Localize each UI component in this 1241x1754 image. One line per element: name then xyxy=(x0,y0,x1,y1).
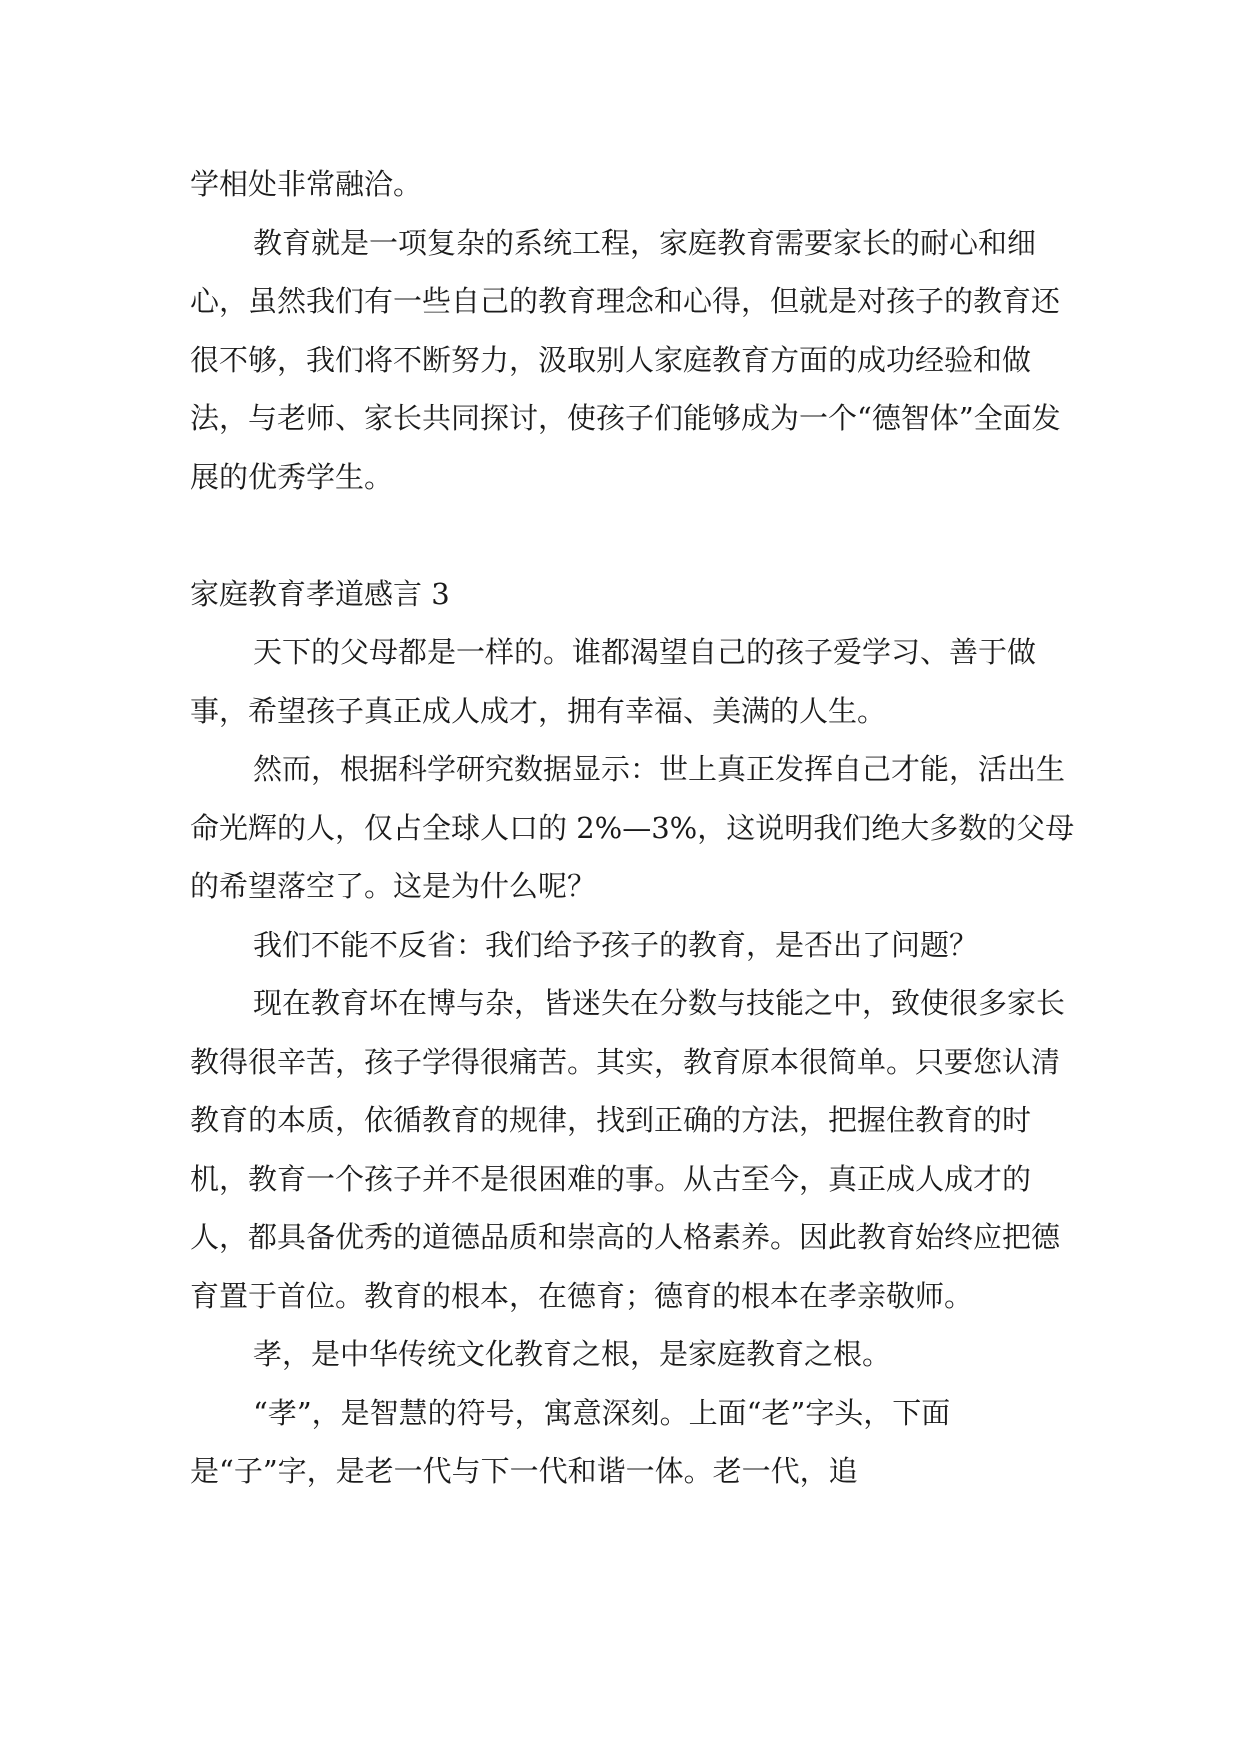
paragraph-7: “孝”，是智慧的符号，寓意深刻。上面“老”字头，下面是“子”字，是老一代与下一代和谐一体。老一代，追 xyxy=(190,1395,951,1488)
paragraph-3: 然而，根据科学研究数据显示：世上真正发挥自己才能，活出生命光辉的人，仅占全球人口的 2%—3%，这说明我们绝大多数的父母的希望落空了。这是为什么呢？ xyxy=(190,752,1075,903)
paragraph-2: 天下的父母都是一样的。谁都渴望自己的孩子爱学习、善于做事，希望孩子真正成人成才，拥有幸福、美满的人生。 xyxy=(190,635,1037,728)
document-body xyxy=(190,155,1080,1501)
section-spacer xyxy=(190,506,1080,565)
paragraph-5: 现在教育坏在博与杂，皆迷失在分数与技能之中，致使很多家长教得很辛苦，孩子学得很痛苦。其实，教育原本很简单。只要您认清教育的本质，依循教育的规律，找到正确的方法，把握住教育的时机，教育一个孩子并不是很困难的事。从古至今，真正成人成才的人，都具备优秀的道德品质和崇高的人格素养。因此教育始终应把德育置于首位。教育的根本，在德育；德育的根本在孝亲敬师。 xyxy=(190,986,1066,1313)
paragraph-6: 孝，是中华传统文化教育之根，是家庭教育之根。 xyxy=(253,1337,892,1371)
paragraph-continuation: 学相处非常融洽。 xyxy=(190,167,423,201)
paragraph-1: 教育就是一项复杂的系统工程，家庭教育需要家长的耐心和细心，虽然我们有一些自己的教育理念和心得，但就是对孩子的教育还很不够，我们将不断努力，汲取别人家庭教育方面的成功经验和做法，与老师、家长共同探讨，使孩子们能够成为一个“德智体”全面发展的优秀学生。 xyxy=(190,225,1061,494)
paragraph-4: 我们不能不反省：我们给予孩子的教育，是否出了问题？ xyxy=(253,927,979,962)
section-heading: 家庭教育孝道感言 3 xyxy=(190,576,450,611)
